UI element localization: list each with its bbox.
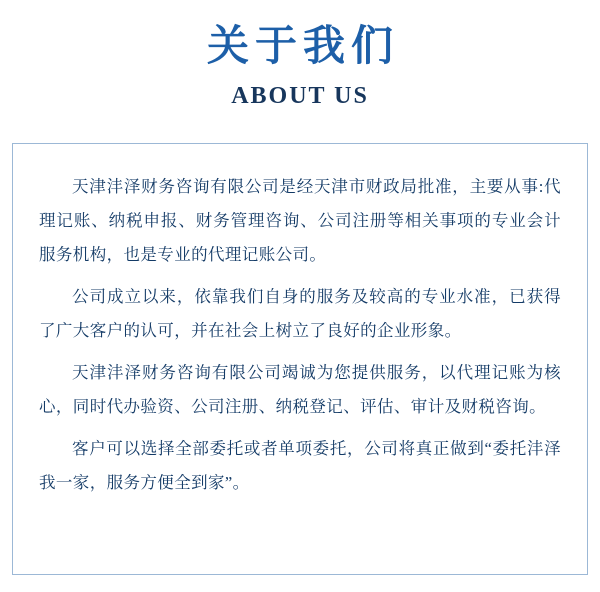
page-title-english: ABOUT US <box>231 83 369 110</box>
paragraph-3: 天津沣泽财务咨询有限公司竭诚为您提供服务，以代理记账为核心，同时代办验资、公司注册、纳税登记、评估、审计及财税咨询。 <box>39 363 561 416</box>
paragraph-4: 客户可以选择全部委托或者单项委托，公司将真正做到“委托沣泽我一家，服务方便全到家”。 <box>39 439 561 492</box>
paragraph-2: 公司成立以来，依靠我们自身的服务及较高的专业水准，已获得了广大客户的认可，并在社会上树立了良好的企业形象。 <box>39 287 561 340</box>
content-box <box>12 143 588 575</box>
page-header <box>0 0 600 111</box>
page-title-chinese: 关于我们 <box>206 24 399 70</box>
paragraph-1: 天津沣泽财务咨询有限公司是经天津市财政局批准，主要从事:代理记账、纳税申报、财务管理咨询、公司注册等相关事项的专业会计服务机构，也是专业的代理记账公司。 <box>39 177 561 264</box>
